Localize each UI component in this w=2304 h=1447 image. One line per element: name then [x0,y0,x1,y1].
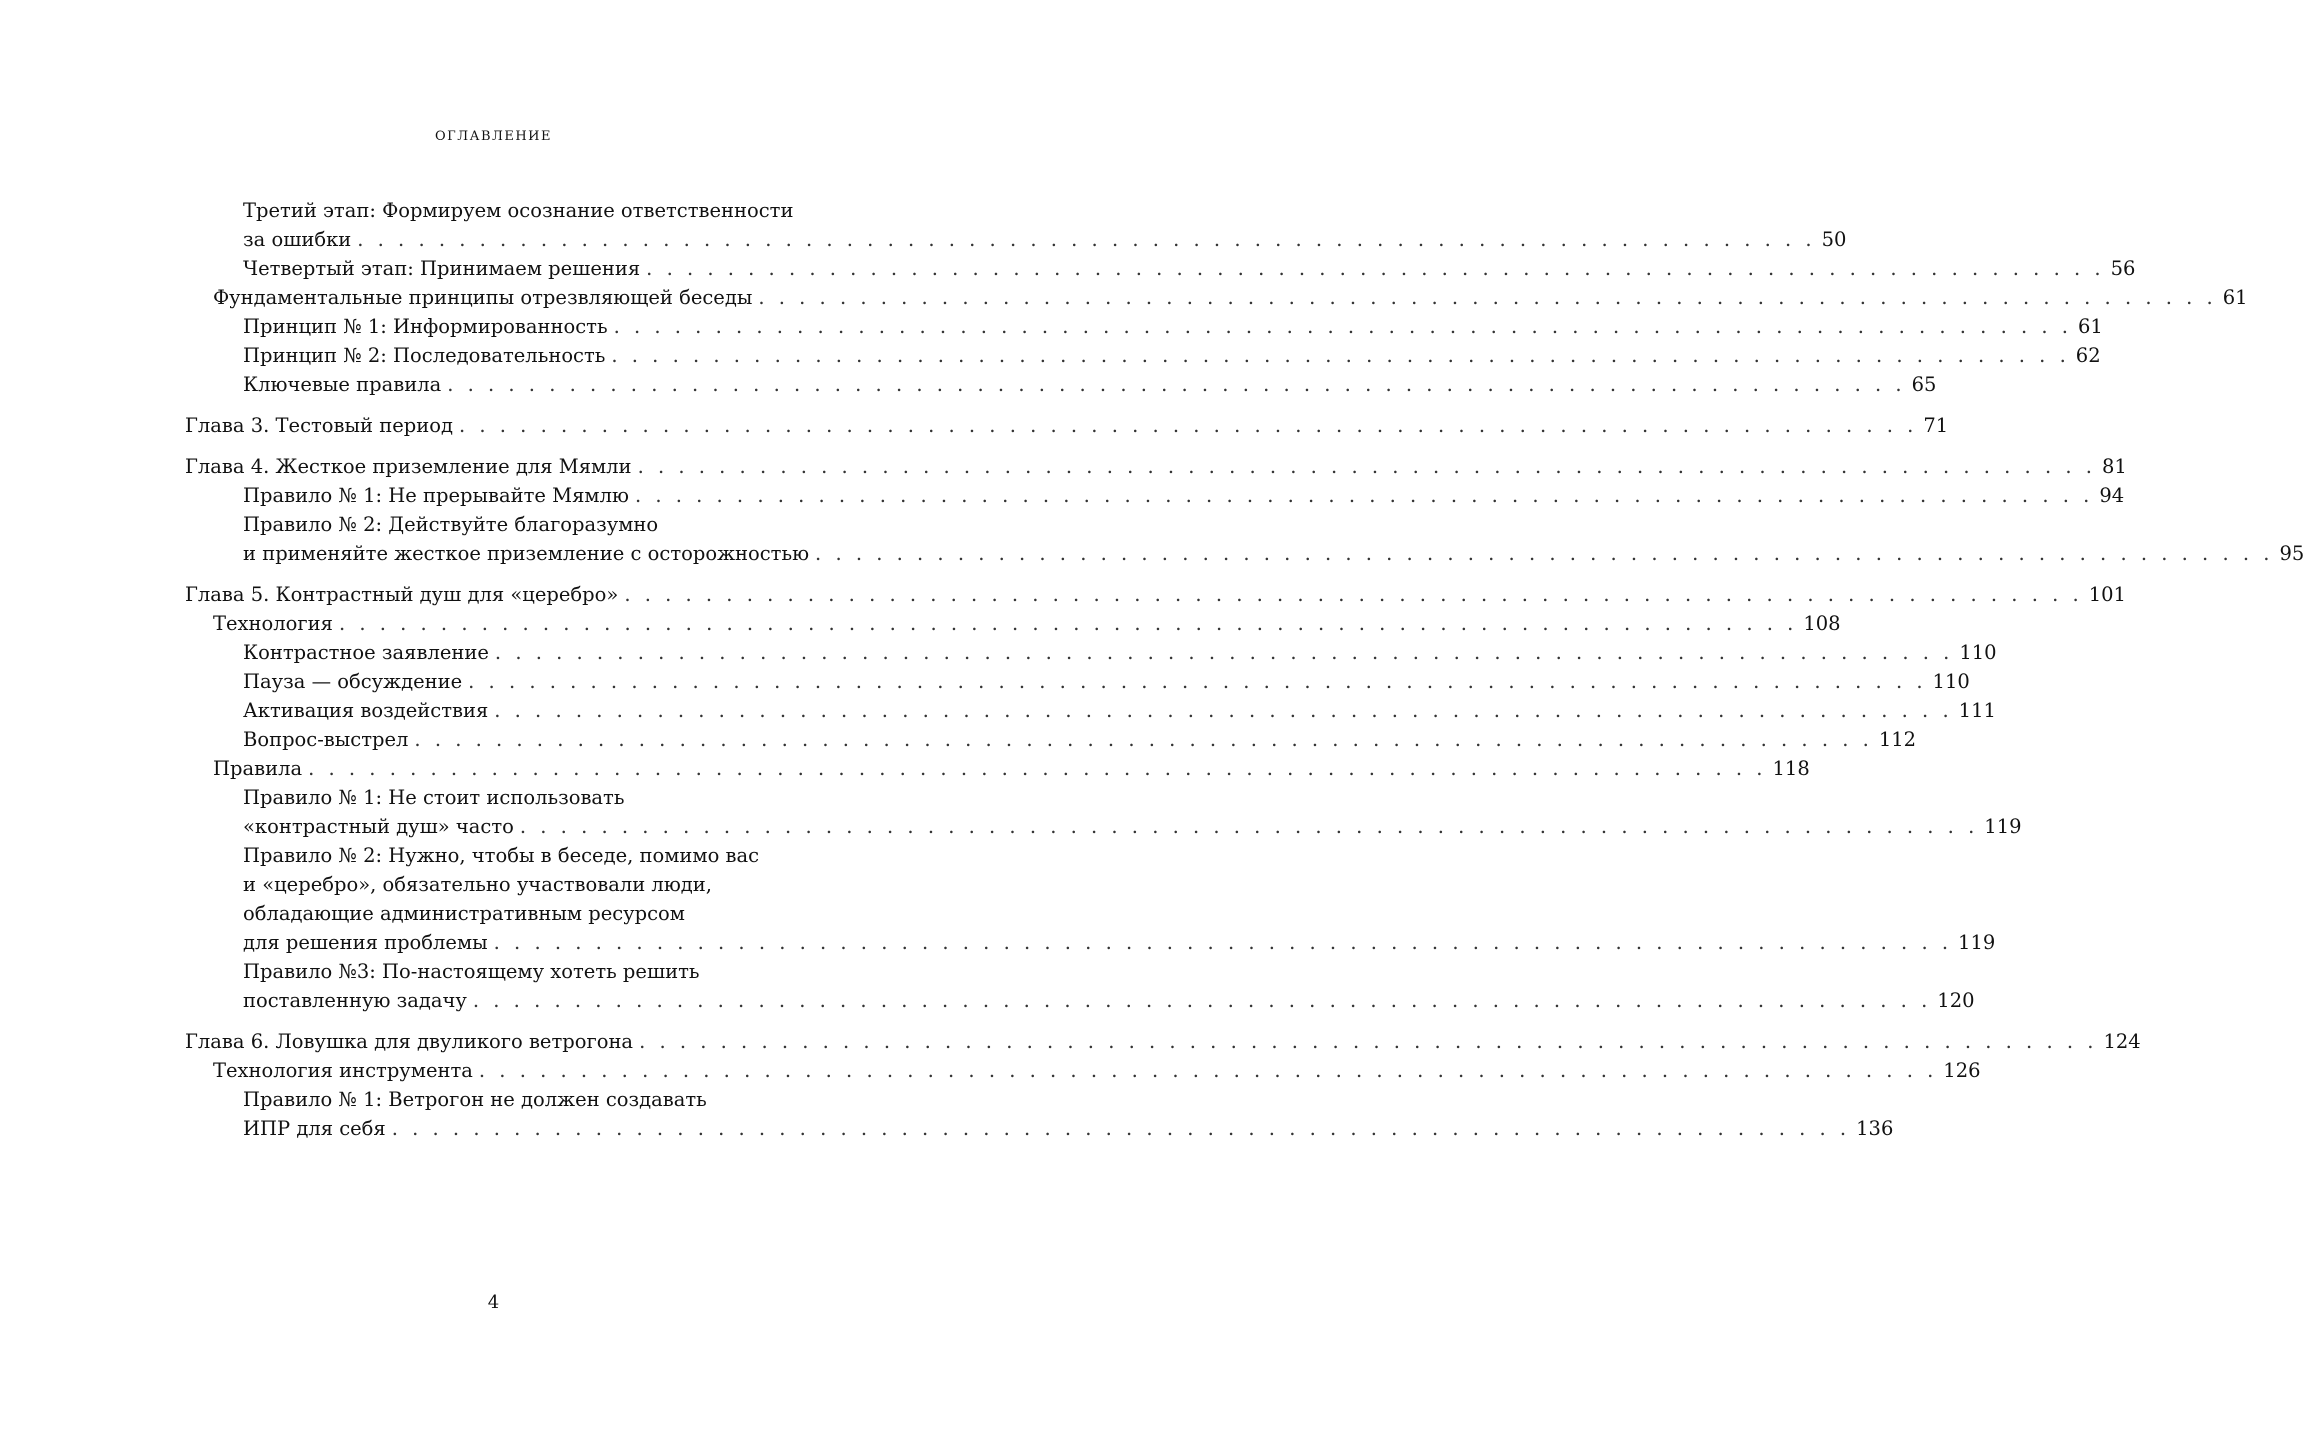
toc-entry-page: 71 [1923,414,1949,437]
toc-entry [0,1056,1981,1085]
toc-entry-text: за ошибки [243,228,352,251]
toc-entry-page: 101 [2088,583,2126,606]
dot-leader: . . . . . . . . . . . . . . . . . . . . . . . . . . . . . . . . . . . . . . . . . . . . . . . . . . . . . . . . . . . . . . . . . . . . . . . . [472,989,1932,1012]
toc-entry-text: Глава 4. Жесткое приземление для Мямли [185,455,632,478]
dot-leader: . . . . . . . . . . . . . . . . . . . . . . . . . . . . . . . . . . . . . . . . . . . . . . . . . . . . . . . . . . . . . . . . . . . . . . . . [493,931,1953,954]
toc-entry-page: 112 [1878,728,1917,751]
toc-entry-text: Правило №3: По-настоящему хотеть решить [243,960,700,983]
toc-entry-page: 118 [1772,757,1810,780]
toc-entry-text: Глава 6. Ловушка для двуликого ветрогона [185,1030,634,1053]
toc-entry-page: 62 [2075,344,2101,367]
table-of-contents [0,196,2304,1143]
dot-leader: . . . . . . . . . . . . . . . . . . . . . . . . . . . . . . . . . . . . . . . . . . . . . . . . . . . . . . . . . . . . . . . . . . . . . . . . [758,286,2217,309]
toc-entry-text: и применяйте жесткое приземление с осторожностью [243,542,810,565]
toc-entry [0,957,1975,1015]
toc-entry-text: ИПР для себя [243,1117,386,1140]
toc-entry-page: 61 [2077,315,2103,338]
toc-entry-text: Правило № 2: Нужно, чтобы в беседе, помимо вас [243,844,760,867]
toc-entry [0,341,2101,370]
toc-entry-text: Принцип № 2: Последовательность [243,344,606,367]
toc-entry [0,312,2103,341]
toc-entry-page: 61 [2222,286,2248,309]
dot-leader: . . . . . . . . . . . . . . . . . . . . . . . . . . . . . . . . . . . . . . . . . . . . . . . . . . . . . . . . . . . . . . . . . . . . . . . . [639,1030,2098,1053]
toc-entry-page: 108 [1803,612,1841,635]
toc-entry-page: 119 [1958,931,1996,954]
toc-entry-text: Четвертый этап: Принимаем решения [243,257,641,280]
toc-entry [0,254,2136,283]
dot-leader: . . . . . . . . . . . . . . . . . . . . . . . . . . . . . . . . . . . . . . . . . . . . . . . . . . . . . . . . . . . . . . . . . . . . . . . . [338,612,1798,635]
page-header: оглавление [434,124,552,145]
toc-entry [0,783,2022,841]
toc-entry-page: 95 [2279,542,2304,565]
toc-entry-page: 56 [2110,257,2136,280]
toc-entry [0,580,2126,609]
toc-entry-text: «контрастный душ» часто [243,815,514,838]
toc-entry-text: Правило № 1: Не прерывайте Мямлю [243,484,629,507]
toc-entry-text: Правило № 1: Не стоит использовать [243,786,625,809]
toc-entry-text: поставленную задачу [243,989,467,1012]
toc-entry-text: Правило № 1: Ветрогон не должен создавать [243,1088,707,1111]
toc-entry [0,1027,2141,1056]
dot-leader: . . . . . . . . . . . . . . . . . . . . . . . . . . . . . . . . . . . . . . . . . . . . . . . . . . . . . . . . . . . . . . . . . . . . . . . . [611,344,2070,367]
toc-entry-page: 119 [1984,815,2022,838]
dot-leader: . . . . . . . . . . . . . . . . . . . . . . . . . . . . . . . . . . . . . . . . . . . . . . . . . . . . . . . . . . . . . . . . . . . . . . . . [308,757,1767,780]
toc-entry-text: Глава 5. Контрастный душ для «церебро» [185,583,619,606]
toc-entry-page: 126 [1943,1059,1981,1082]
toc-entry-text: Принцип № 1: Информированность [243,315,608,338]
dot-leader: . . . . . . . . . . . . . . . . . . . . . . . . . . . . . . . . . . . . . . . . . . . . . . . . . . . . . . . . . . . . . . . . . . . . . . . . [613,315,2072,338]
toc-entry-text: Ключевые правила [243,373,442,396]
toc-entry [0,841,1996,957]
toc-entry-text: Фундаментальные принципы отрезвляющей беседы [213,286,753,309]
toc-entry-text: Контрастное заявление [243,641,489,664]
dot-leader: . . . . . . . . . . . . . . . . . . . . . . . . . . . . . . . . . . . . . . . . . . . . . . . . . . . . . . . . . . . . . . . . . . . . . . . . [815,542,2274,565]
dot-leader: . . . . . . . . . . . . . . . . . . . . . . . . . . . . . . . . . . . . . . . . . . . . . . . . . . . . . . . . . . . . . . . . . . . . . . . . [391,1117,1851,1140]
dot-leader: . . . . . . . . . . . . . . . . . . . . . . . . . . . . . . . . . . . . . . . . . . . . . . . . . . . . . . . . . . . . . . . . . . . . . . . . [634,484,2094,507]
toc-entry-text: и «церебро», обязательно участвовали люди, [243,873,712,896]
toc-entry [0,481,2125,510]
toc-entry-text: Технология [213,612,333,635]
toc-entry-text: Пауза — обсуждение [243,670,463,693]
toc-entry-text: Активация воздействия [243,699,489,722]
toc-entry-page: 110 [1932,670,1970,693]
toc-entry [0,283,2248,312]
dot-leader: . . . . . . . . . . . . . . . . . . . . . . . . . . . . . . . . . . . . . . . . . . . . . . . . . . . . . . . . . . . . . . . . . . . . . . . . [357,228,1816,251]
toc-entry-text: Правила [213,757,303,780]
toc-entry [0,754,1810,783]
dot-leader: . . . . . . . . . . . . . . . . . . . . . . . . . . . . . . . . . . . . . . . . . . . . . . . . . . . . . . . . . . . . . . . . . . . . . . . . [458,414,1918,437]
toc-entry-page: 136 [1856,1117,1894,1140]
toc-entry-text: Глава 3. Тестовый период [185,414,453,437]
dot-leader: . . . . . . . . . . . . . . . . . . . . . . . . . . . . . . . . . . . . . . . . . . . . . . . . . . . . . . . . . . . . . . . . . . . . . . . . [646,257,2105,280]
toc-entry-text: Технология инструмента [213,1059,473,1082]
toc-entry-page: 50 [1821,228,1847,251]
toc-entry-text: Правило № 2: Действуйте благоразумно [243,513,659,536]
toc-entry-text: Третий этап: Формируем осознание ответственности [243,199,794,222]
toc-entry [0,667,1970,696]
toc-entry-text: для решения проблемы [243,931,488,954]
toc-entry [0,510,2304,568]
toc-entry [0,1085,1894,1143]
toc-entry-page: 81 [2101,455,2127,478]
dot-leader: . . . . . . . . . . . . . . . . . . . . . . . . . . . . . . . . . . . . . . . . . . . . . . . . . . . . . . . . . . . . . . . . . . . . . . . . [468,670,1927,693]
dot-leader: . . . . . . . . . . . . . . . . . . . . . . . . . . . . . . . . . . . . . . . . . . . . . . . . . . . . . . . . . . . . . . . . . . . . . . . . [637,455,2096,478]
toc-entry [0,452,2127,481]
dot-leader: . . . . . . . . . . . . . . . . . . . . . . . . . . . . . . . . . . . . . . . . . . . . . . . . . . . . . . . . . . . . . . . . . . . . . . . . [519,815,1979,838]
toc-entry-page: 111 [1958,699,1996,722]
toc-entry-page: 94 [2099,484,2125,507]
toc-entry [0,196,1847,254]
dot-leader: . . . . . . . . . . . . . . . . . . . . . . . . . . . . . . . . . . . . . . . . . . . . . . . . . . . . . . . . . . . . . . . . . . . . . . . . [478,1059,1938,1082]
toc-entry-page: 110 [1959,641,1997,664]
toc-entry [0,609,1841,638]
toc-entry-page: 120 [1937,989,1975,1012]
toc-entry [0,696,1996,725]
dot-leader: . . . . . . . . . . . . . . . . . . . . . . . . . . . . . . . . . . . . . . . . . . . . . . . . . . . . . . . . . . . . . . . . . . . . . . . . [494,641,1954,664]
dot-leader: . . . . . . . . . . . . . . . . . . . . . . . . . . . . . . . . . . . . . . . . . . . . . . . . . . . . . . . . . . . . . . . . . . . . . . . . [624,583,2083,606]
toc-entry [0,725,1917,754]
page-number: 4 [487,1292,500,1313]
dot-leader: . . . . . . . . . . . . . . . . . . . . . . . . . . . . . . . . . . . . . . . . . . . . . . . . . . . . . . . . . . . . . . . . . . . . . . . . [447,373,1906,396]
toc-entry-text: обладающие административным ресурсом [243,902,685,925]
toc-entry-text: Вопрос-выстрел [243,728,409,751]
toc-entry-page: 65 [1911,373,1937,396]
toc-entry-page: 124 [2103,1030,2141,1053]
dot-leader: . . . . . . . . . . . . . . . . . . . . . . . . . . . . . . . . . . . . . . . . . . . . . . . . . . . . . . . . . . . . . . . . . . . . . . . . [414,728,1873,751]
toc-entry [0,638,1997,667]
dot-leader: . . . . . . . . . . . . . . . . . . . . . . . . . . . . . . . . . . . . . . . . . . . . . . . . . . . . . . . . . . . . . . . . . . . . . . . . [494,699,1953,722]
toc-entry [0,411,1949,440]
toc-entry [0,370,1937,399]
